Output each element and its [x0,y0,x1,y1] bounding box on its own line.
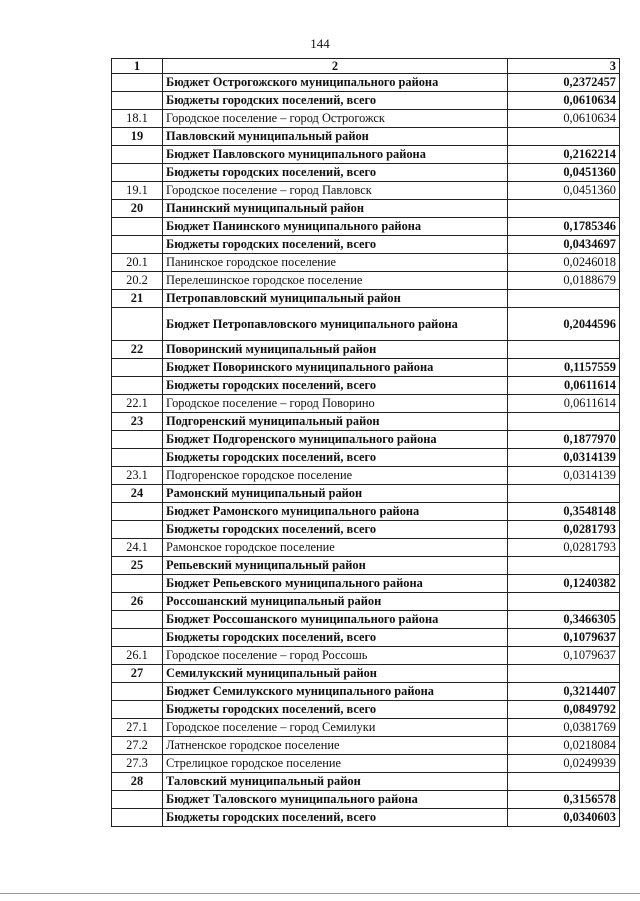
row-value-cell: 0,0218084 [508,737,620,755]
row-name-cell: Бюджет Подгоренского муниципального района [163,431,508,449]
table-row [112,683,620,701]
table-row [112,431,620,449]
row-number-cell [112,359,163,377]
row-number-cell: 26.1 [112,647,163,665]
table-row [112,737,620,755]
row-value-cell: 0,3466305 [508,611,620,629]
row-number-cell [112,377,163,395]
row-name-cell: Панинское городское поселение [163,254,508,272]
row-name-cell: Россошанский муниципальный район [163,593,508,611]
row-value-cell: 0,3548148 [508,503,620,521]
table-row [112,485,620,503]
row-value-cell [508,593,620,611]
row-name-cell: Подгоренский муниципальный район [163,413,508,431]
row-value-cell: 0,0451360 [508,182,620,200]
table-body [112,59,620,827]
row-number-cell: 18.1 [112,110,163,128]
row-name-cell: Подгоренское городское поселение [163,467,508,485]
row-value-cell [508,557,620,575]
header-col-1: 1 [112,59,163,74]
row-name-cell: Панинский муниципальный район [163,200,508,218]
row-value-cell: 0,1240382 [508,575,620,593]
row-number-cell: 27.1 [112,719,163,737]
row-number-cell: 20.2 [112,272,163,290]
row-number-cell: 19 [112,128,163,146]
row-name-cell: Петропавловский муниципальный район [163,290,508,308]
row-value-cell [508,341,620,359]
row-name-cell: Бюджет Рамонского муниципального района [163,503,508,521]
row-name-cell: Бюджет Россошанского муниципального района [163,611,508,629]
row-name-cell: Стрелицкое городское поселение [163,755,508,773]
table-row [112,92,620,110]
row-name-cell: Бюджеты городских поселений, всего [163,164,508,182]
row-name-cell: Бюджеты городских поселений, всего [163,809,508,827]
table-row [112,791,620,809]
row-value-cell: 0,3156578 [508,791,620,809]
row-value-cell: 0,0849792 [508,701,620,719]
table-row [112,413,620,431]
table-header-row [112,59,620,74]
row-number-cell [112,236,163,254]
row-number-cell: 25 [112,557,163,575]
row-number-cell: 26 [112,593,163,611]
header-col-2: 2 [163,59,508,74]
table-row [112,809,620,827]
row-number-cell [112,449,163,467]
table-row [112,110,620,128]
row-value-cell: 0,0249939 [508,755,620,773]
row-name-cell: Репьевский муниципальный район [163,557,508,575]
row-value-cell [508,485,620,503]
row-number-cell: 24 [112,485,163,503]
table-row [112,521,620,539]
row-value-cell [508,290,620,308]
row-value-cell: 0,1079637 [508,647,620,665]
row-value-cell: 0,0451360 [508,164,620,182]
row-number-cell: 20 [112,200,163,218]
row-number-cell [112,92,163,110]
table-row [112,218,620,236]
row-name-cell: Бюджет Петропавловского муниципального района [163,308,508,341]
row-value-cell: 0,2162214 [508,146,620,164]
table-row [112,665,620,683]
table-row [112,593,620,611]
row-number-cell [112,74,163,92]
table-row [112,290,620,308]
row-value-cell: 0,0611614 [508,395,620,413]
row-number-cell: 27 [112,665,163,683]
row-value-cell [508,413,620,431]
row-value-cell: 0,0610634 [508,110,620,128]
row-value-cell: 0,3214407 [508,683,620,701]
row-number-cell [112,503,163,521]
row-value-cell: 0,0314139 [508,449,620,467]
row-name-cell: Бюджет Семилукского муниципального района [163,683,508,701]
row-value-cell: 0,0314139 [508,467,620,485]
table-row [112,341,620,359]
row-number-cell [112,683,163,701]
row-value-cell: 0,0340603 [508,809,620,827]
table-row [112,164,620,182]
row-number-cell: 22.1 [112,395,163,413]
table-row [112,236,620,254]
row-name-cell: Бюджеты городских поселений, всего [163,521,508,539]
row-value-cell: 0,0434697 [508,236,620,254]
row-value-cell: 0,0610634 [508,92,620,110]
table-row [112,449,620,467]
row-number-cell: 20.1 [112,254,163,272]
row-name-cell: Перелешинское городское поселение [163,272,508,290]
row-value-cell [508,665,620,683]
row-number-cell: 27.3 [112,755,163,773]
table-row [112,308,620,341]
table-row [112,575,620,593]
row-number-cell: 23.1 [112,467,163,485]
row-name-cell: Бюджет Панинского муниципального района [163,218,508,236]
table-row [112,719,620,737]
row-value-cell: 0,0281793 [508,521,620,539]
row-number-cell: 22 [112,341,163,359]
table-row [112,503,620,521]
row-name-cell: Семилукский муниципальный район [163,665,508,683]
row-name-cell: Бюджет Острогожского муниципального района [163,74,508,92]
row-number-cell [112,431,163,449]
table-row [112,701,620,719]
table-row [112,272,620,290]
table-row [112,200,620,218]
row-name-cell: Бюджеты городских поселений, всего [163,377,508,395]
table-row [112,629,620,647]
row-value-cell [508,200,620,218]
row-name-cell: Павловский муниципальный район [163,128,508,146]
row-number-cell [112,164,163,182]
row-number-cell: 19.1 [112,182,163,200]
table-row [112,128,620,146]
row-name-cell: Бюджеты городских поселений, всего [163,236,508,254]
page-bottom-rule [0,893,640,894]
table-row [112,182,620,200]
row-number-cell [112,146,163,164]
row-name-cell: Поворинский муниципальный район [163,341,508,359]
row-number-cell [112,218,163,236]
row-value-cell [508,773,620,791]
row-value-cell: 0,1157559 [508,359,620,377]
row-name-cell: Городское поселение – город Поворино [163,395,508,413]
row-name-cell: Городское поселение – город Семилуки [163,719,508,737]
table-row [112,377,620,395]
row-number-cell: 21 [112,290,163,308]
row-name-cell: Бюджеты городских поселений, всего [163,701,508,719]
row-value-cell: 0,2372457 [508,74,620,92]
table-row [112,647,620,665]
budget-share-table [111,58,620,827]
row-number-cell [112,701,163,719]
row-number-cell: 24.1 [112,539,163,557]
row-name-cell: Бюджеты городских поселений, всего [163,92,508,110]
row-number-cell: 23 [112,413,163,431]
row-number-cell [112,611,163,629]
row-number-cell [112,629,163,647]
row-name-cell: Таловский муниципальный район [163,773,508,791]
row-name-cell: Городское поселение – город Павловск [163,182,508,200]
row-number-cell [112,575,163,593]
row-value-cell: 0,1079637 [508,629,620,647]
row-number-cell: 28 [112,773,163,791]
table-row [112,773,620,791]
table-row [112,74,620,92]
row-number-cell [112,521,163,539]
table-row [112,395,620,413]
row-name-cell: Бюджет Павловского муниципального района [163,146,508,164]
row-number-cell [112,809,163,827]
row-name-cell: Городское поселение – город Россошь [163,647,508,665]
row-name-cell: Рамонское городское поселение [163,539,508,557]
row-value-cell: 0,0188679 [508,272,620,290]
table-row [112,467,620,485]
header-col-3: 3 [508,59,620,74]
row-number-cell [112,791,163,809]
table-row [112,557,620,575]
table-row [112,611,620,629]
row-value-cell: 0,0381769 [508,719,620,737]
row-name-cell: Бюджет Таловского муниципального района [163,791,508,809]
table-row [112,146,620,164]
row-name-cell: Бюджет Репьевского муниципального района [163,575,508,593]
page-number: 144 [310,36,330,51]
row-number-cell: 27.2 [112,737,163,755]
row-value-cell [508,128,620,146]
row-value-cell: 0,1785346 [508,218,620,236]
table-row [112,359,620,377]
row-name-cell: Рамонский муниципальный район [163,485,508,503]
row-value-cell: 0,2044596 [508,308,620,341]
row-value-cell: 0,0611614 [508,377,620,395]
table-row [112,254,620,272]
row-name-cell: Бюджеты городских поселений, всего [163,449,508,467]
row-value-cell: 0,0246018 [508,254,620,272]
row-name-cell: Городское поселение – город Острогожск [163,110,508,128]
row-value-cell: 0,0281793 [508,539,620,557]
row-name-cell: Бюджеты городских поселений, всего [163,629,508,647]
table-row [112,539,620,557]
table-row [112,755,620,773]
row-name-cell: Бюджет Поворинского муниципального района [163,359,508,377]
row-number-cell [112,308,163,341]
row-name-cell: Латненское городское поселение [163,737,508,755]
row-value-cell: 0,1877970 [508,431,620,449]
